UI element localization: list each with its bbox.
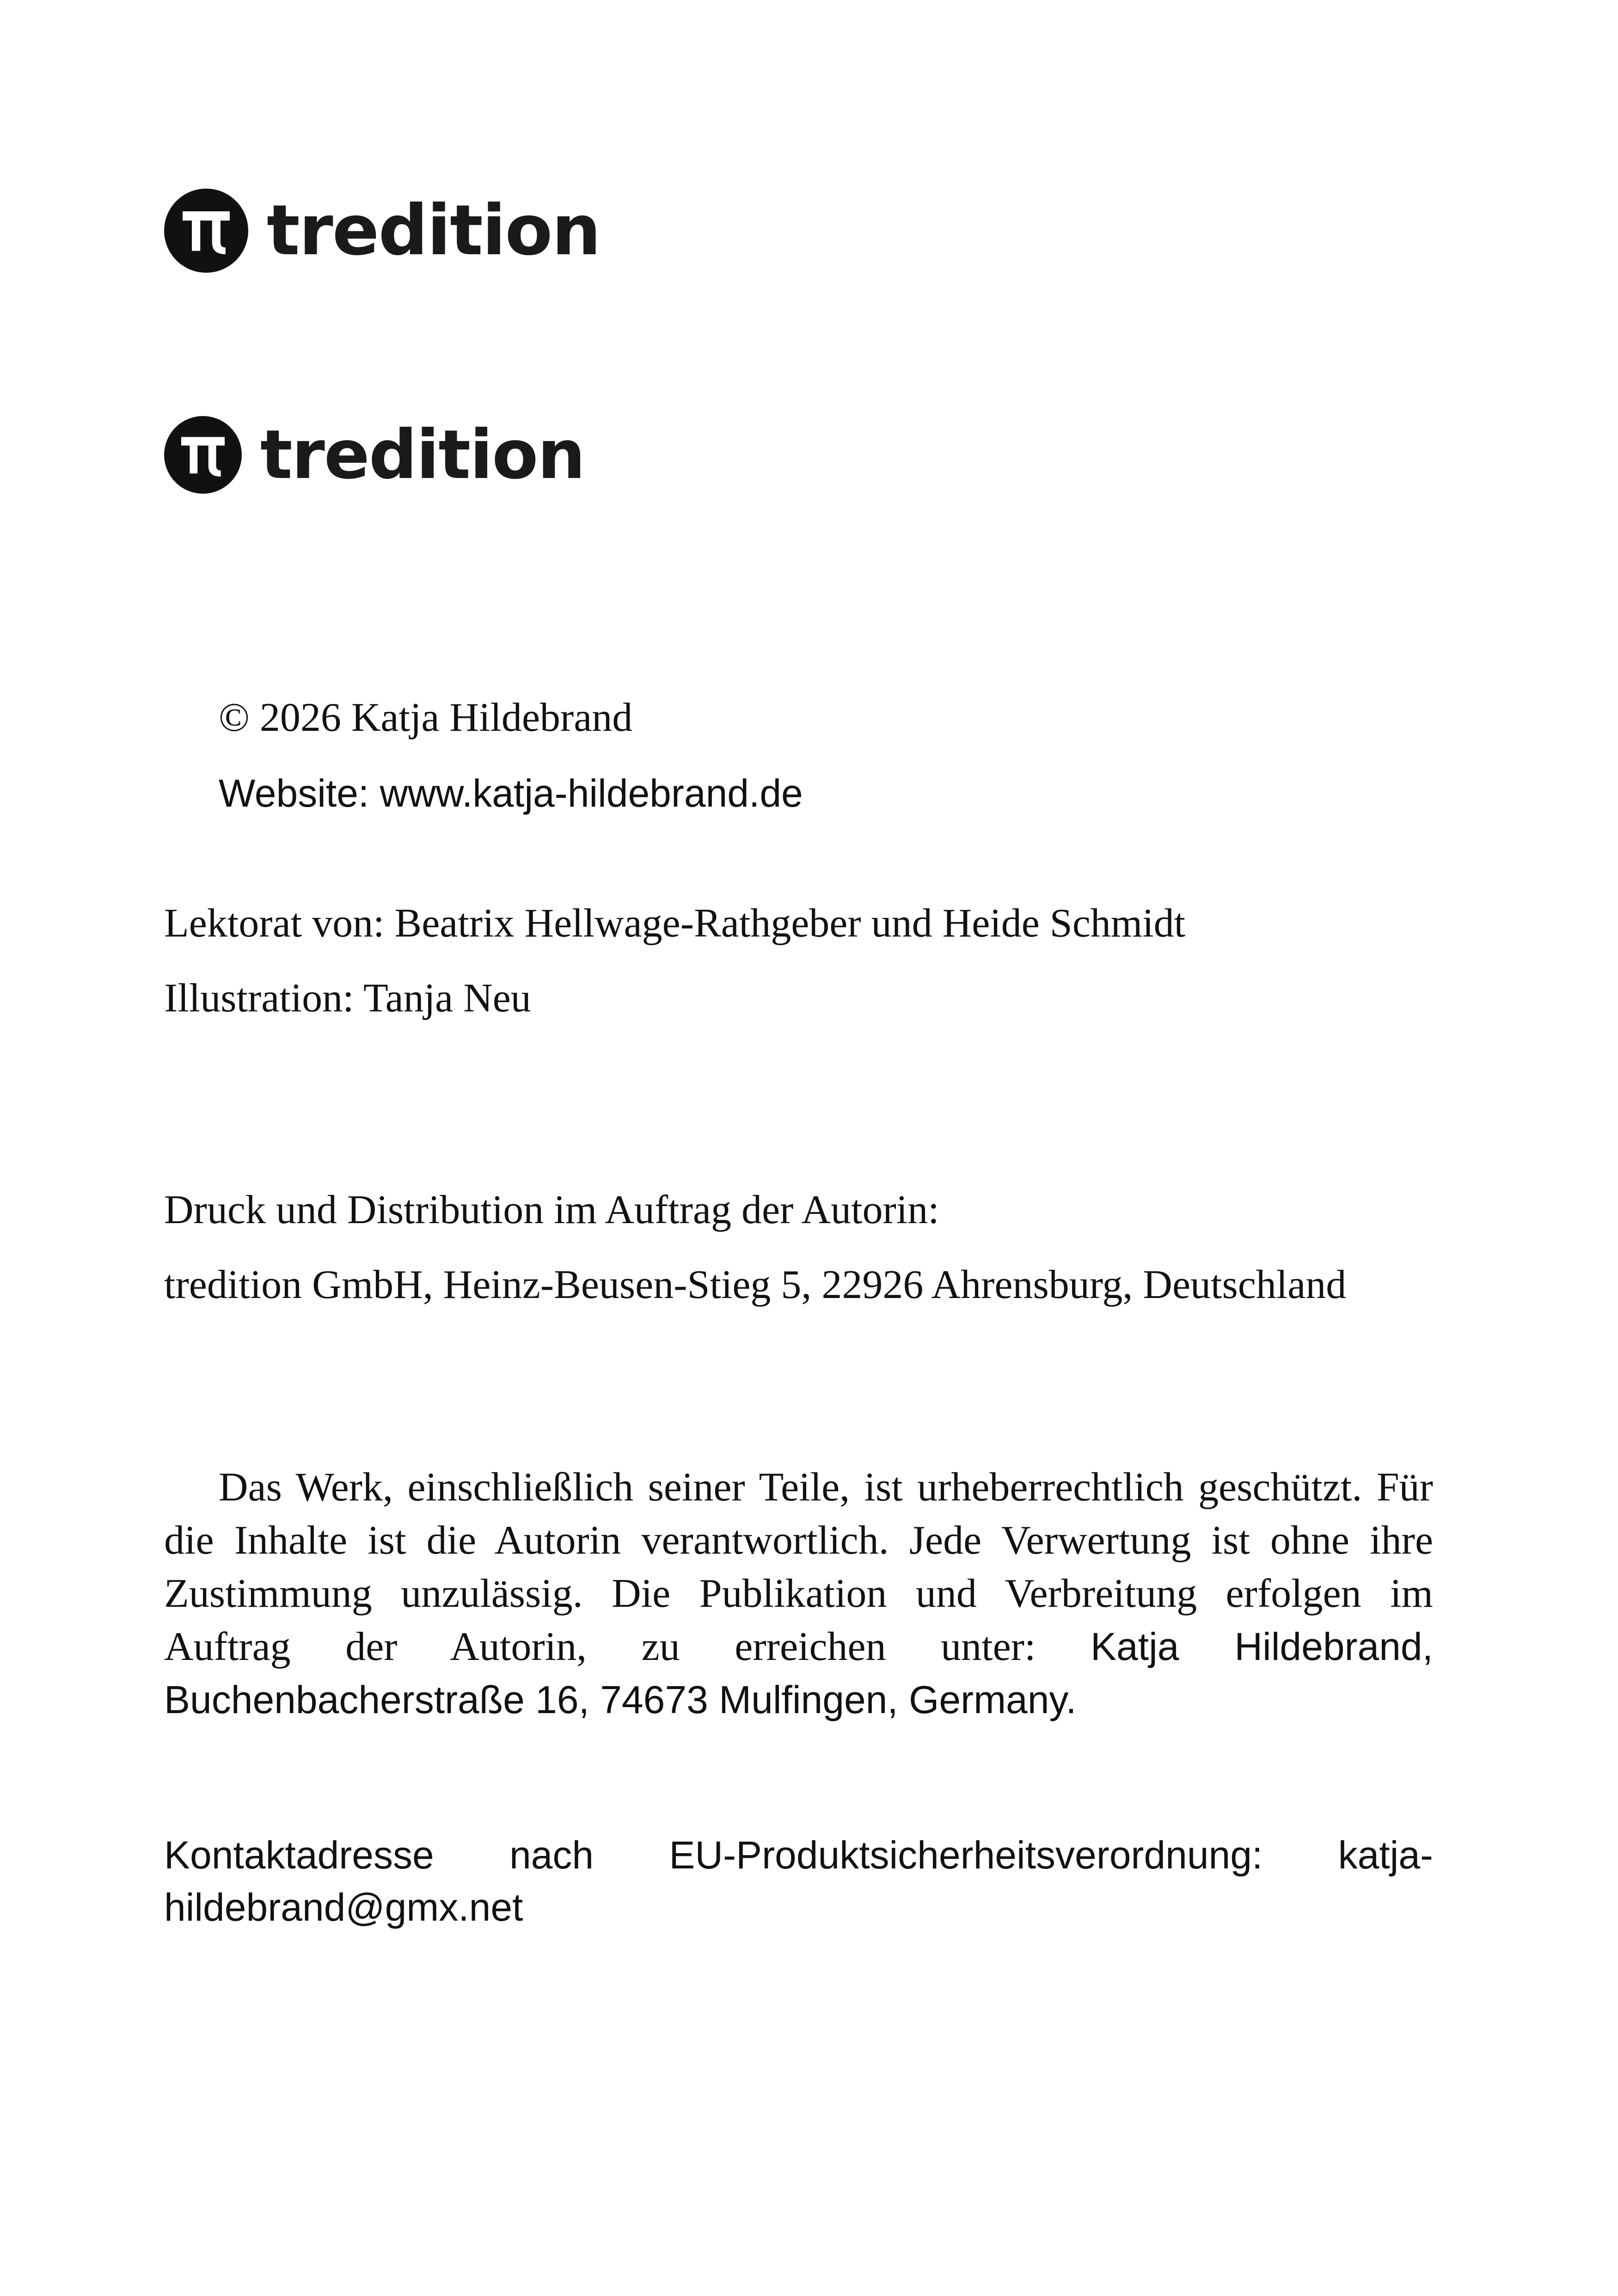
copyright-line: © 2026 Katja Hildebrand	[219, 695, 633, 740]
legal-notice-text: Das Werk, einschließlich seiner Teile, ist urheberrechtlich geschützt. Für die Inhalte ist die Autorin verantwortlich. Jede Verwertung ist ohne ihre Zustimmung unzulässig. Die Publikation und Verbreitung erfolgen im Auftrag der Autorin, zu erreichen unter:	[164, 1465, 1433, 1669]
logo-wordmark: tredition	[267, 190, 601, 271]
print-distribution-heading: Druck und Distribution im Auftrag der Autorin:	[164, 1188, 939, 1232]
publisher-address: tredition GmbH, Heinz-Beusen-Stieg 5, 22926 Ahrensburg, Deutschland	[164, 1262, 1347, 1307]
illustration-credit: Illustration: Tanja Neu	[164, 976, 531, 1021]
editing-credit: Lektorat von: Beatrix Hellwage-Rathgeber und Heide Schmidt	[164, 901, 1186, 946]
author-website: Website: www.katja-hildebrand.de	[219, 771, 803, 815]
legal-notice	[164, 1461, 1433, 1727]
logo-wordmark: tredition	[260, 416, 585, 494]
eu-safety-contact: Kontaktadresse nach EU-Produktsicherheitsverordnung: katja-hildebrand@gmx.net	[164, 1833, 1433, 1929]
publisher-logo	[164, 416, 584, 494]
legal-contact-address: Katja Hildebrand, Buchenbacherstraße 16, 74673 Mulfingen, Germany.	[164, 1625, 1433, 1721]
tredition-logo-icon	[164, 189, 248, 273]
publisher-logo	[164, 189, 600, 273]
tredition-logo-icon	[164, 416, 242, 494]
